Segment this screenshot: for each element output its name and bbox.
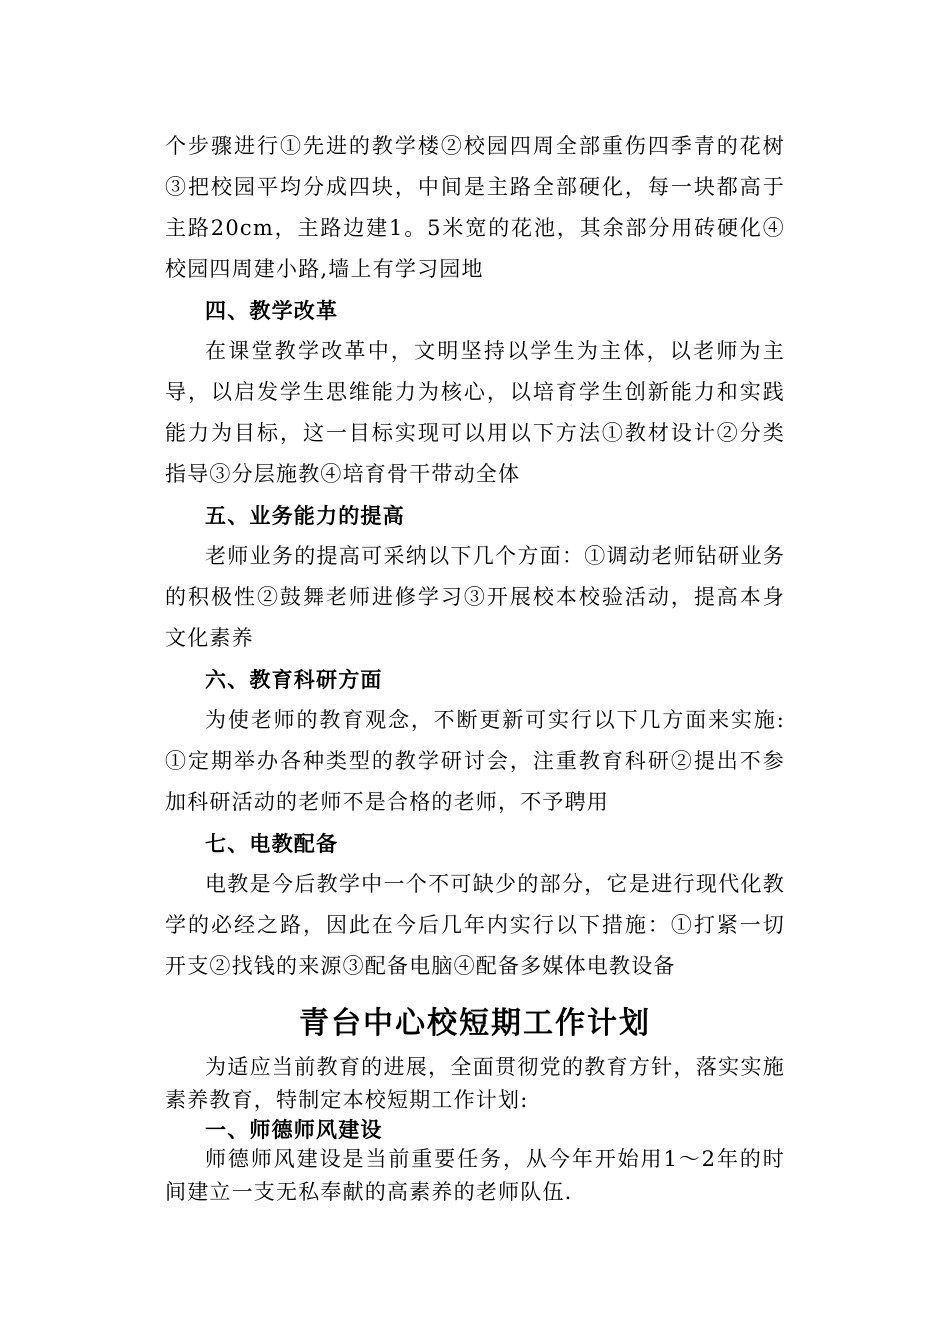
heading-research: 六、教育科研方面 (205, 667, 383, 692)
paragraph-campus-steps: 个步骤进行①先进的教学楼②校园四周全部重伤四季青的花树③把校园平均分成四块，中间是主路全部硬化，每一块都高于主路20cm，主路边建1。5米宽的花池，其余部分用砖硬化④校园四周建小路,墙上有学习园地 (165, 134, 785, 281)
paragraph-teaching-reform: 在课堂教学改革中，文明坚持以学生为主体，以老师为主导，以启发学生思维能力为核心，以培育学生创新能力和实践能力为目标，这一目标实现可以用以下方法①教材设计②分类指导③分层施教④培育骨干带动全体 (165, 339, 785, 486)
document-title: 青台中心校短期工作计划 (299, 1006, 651, 1041)
short-term-plan-section (165, 1051, 785, 1209)
document-body (165, 126, 785, 1209)
paragraph-professional-ability: 老师业务的提高可采纳以下几个方面：①调动老师钻研业务的积极性②鼓舞老师进修学习③开展校本校验活动，提高本身文化素养 (165, 544, 785, 650)
heading-av-equipment: 七、电教配备 (205, 831, 339, 856)
heading-teacher-ethics: 一、师德师风建设 (205, 1117, 383, 1142)
heading-professional-ability: 五、业务能力的提高 (205, 503, 405, 528)
paragraph-av-equipment: 电教是今后教学中一个不可缺少的部分，它是进行现代化教学的必经之路，因此在今后几年内实行以下措施：①打紧一切开支②找钱的来源③配备电脑④配备多媒体电教设备 (165, 872, 785, 978)
paragraph-teacher-ethics: 师德师风建设是当前重要任务，从今年开始用1～2年的时间建立一支无私奉献的高素养的老师队伍. (165, 1147, 785, 1204)
paragraph-plan-intro: 为适应当前教育的进展，全面贯彻党的教育方针，落实实施素养教育，特制定本校短期工作计划: (165, 1055, 785, 1112)
paragraph-research: 为使老师的教育观念，不断更新可实行以下几方面来实施:①定期举办各种类型的教学研讨会，注重教育科研②提出不参加科研活动的老师不是合格的老师，不予聘用 (165, 708, 785, 814)
heading-teaching-reform: 四、教学改革 (205, 298, 339, 323)
